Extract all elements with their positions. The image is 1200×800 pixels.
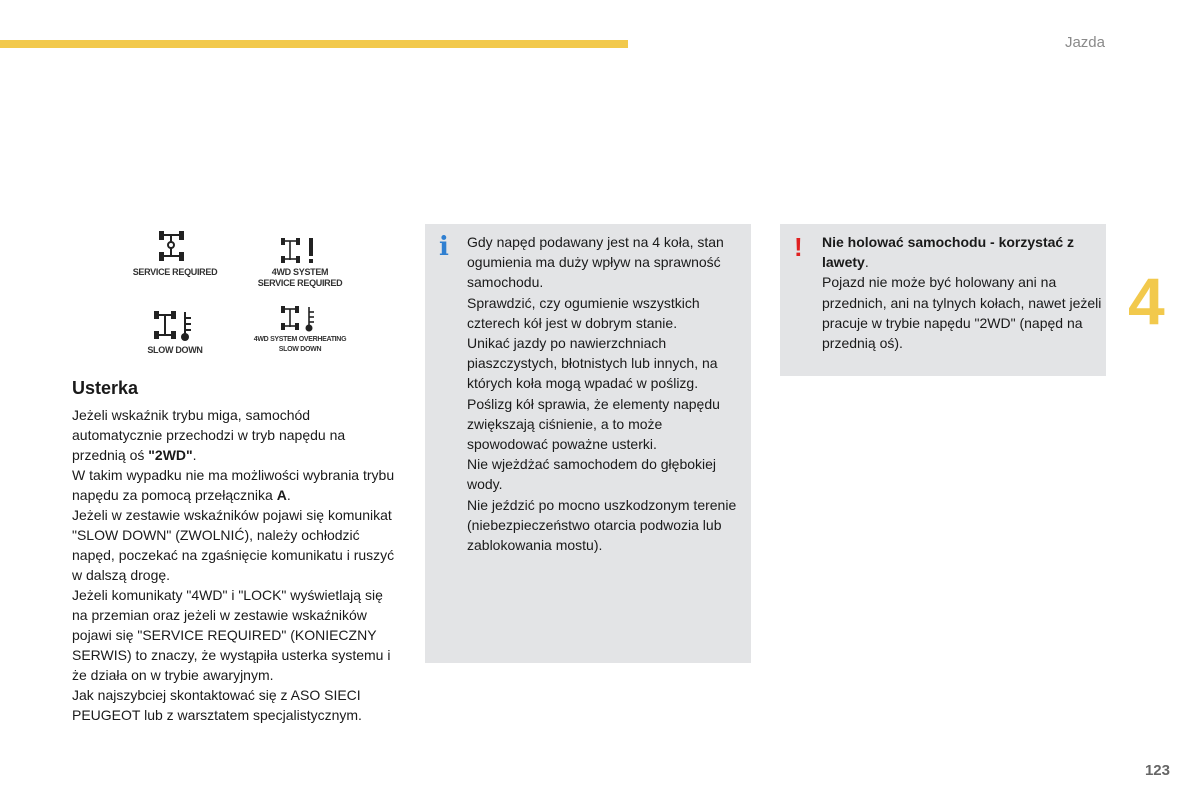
warning-paragraph: Pojazd nie może być holowany ani na przednich, ani na tylnych kołach, nawet jeżeli pracuje w trybie napędu "2WD" (napęd na przednią oś). xyxy=(822,274,1102,352)
info-paragraph: Gdy napęd podawany jest na 4 koła, stan ogumienia ma duży wpływ na sprawność samochodu. xyxy=(467,234,724,291)
chapter-number: 4 xyxy=(1128,264,1165,338)
info-paragraph: Nie jeździć po mocno uszkodzonym terenie (niebezpieczeństwo otarcia podwozia lub zablokowania mostu). xyxy=(467,496,737,554)
indicator-icons xyxy=(110,228,370,368)
fault-paragraph: Jak najszybciej skontaktować się z ASO SIECI PEUGEOT lub z warsztatem specjalistycznym. xyxy=(72,687,362,723)
indicator-caption-line2: SLOW DOWN xyxy=(278,346,322,353)
info-icon: i xyxy=(439,232,449,262)
indicator-4wd-overheating xyxy=(235,304,365,354)
indicator-caption-line1: 4WD SYSTEM xyxy=(271,267,329,277)
info-text xyxy=(467,232,747,555)
4wd-warning-icon xyxy=(278,236,322,266)
indicator-caption: SERVICE REQUIRED xyxy=(132,267,218,277)
info-paragraph: Sprawdzić, czy ogumienie wszystkich czterech kół jest w dobrym stanie. xyxy=(467,294,700,331)
warning-icon: ! xyxy=(794,232,803,262)
page-number: 123 xyxy=(1144,762,1170,779)
warning-heading: Nie holować samochodu - korzystać z lawety. xyxy=(822,234,1075,271)
header-accent-bar xyxy=(0,40,628,48)
4wd-temperature-icon xyxy=(151,308,199,344)
info-paragraph: Unikać jazdy po nawierzchniach piaszczystych, błotnistych lub innych, na których koła mogą wpadać w poślizg. xyxy=(467,335,718,392)
indicator-caption-line1: 4WD SYSTEM OVERHEATING xyxy=(253,336,347,343)
indicator-caption-line2: SERVICE REQUIRED xyxy=(257,278,343,288)
fault-paragraph: Jeżeli wskaźnik trybu miga, samochód automatycznie przechodzi w tryb napędu na przednią oś "2WD". xyxy=(72,407,346,463)
indicator-4wd-system-service xyxy=(235,236,365,288)
fault-heading: Usterka xyxy=(72,378,139,398)
warning-text xyxy=(822,232,1102,353)
4wd-overheating-icon xyxy=(278,304,322,334)
info-box xyxy=(425,224,751,663)
warning-box xyxy=(780,224,1106,376)
fault-paragraph: Jeżeli komunikaty "4WD" i "LOCK" wyświetlają się na przemian oraz jeżeli w zestawie wskaźników pojawi się "SERVICE REQUIRED" (KONIECZNY SERWIS) to znaczy, że wystąpiła usterka systemu i że działa on w trybie awaryjnym. xyxy=(72,587,391,683)
section-title: Jazda xyxy=(1064,34,1105,51)
4wd-axle-lock-icon xyxy=(155,228,195,266)
indicator-service-required xyxy=(110,228,240,277)
info-paragraph: Poślizg kół sprawia, że elementy napędu zwiększają ciśnienie, a to może spowodować poważne usterki. xyxy=(467,395,720,453)
indicator-slow-down xyxy=(110,308,240,355)
fault-section xyxy=(72,378,402,725)
info-paragraph: Nie wjeżdżać samochodem do głębokiej wody. xyxy=(467,456,717,493)
fault-paragraph: Jeżeli w zestawie wskaźników pojawi się komunikat "SLOW DOWN" (ZWOLNIĆ), należy ochłodzić napęd, poczekać na zgaśnięcie komunikatu i ruszyć w dalszą drogę. xyxy=(72,507,395,583)
fault-paragraph: W takim wypadku nie ma możliwości wybrania trybu napędu za pomocą przełącznika A. xyxy=(72,467,395,503)
indicator-caption: SLOW DOWN xyxy=(147,345,203,355)
